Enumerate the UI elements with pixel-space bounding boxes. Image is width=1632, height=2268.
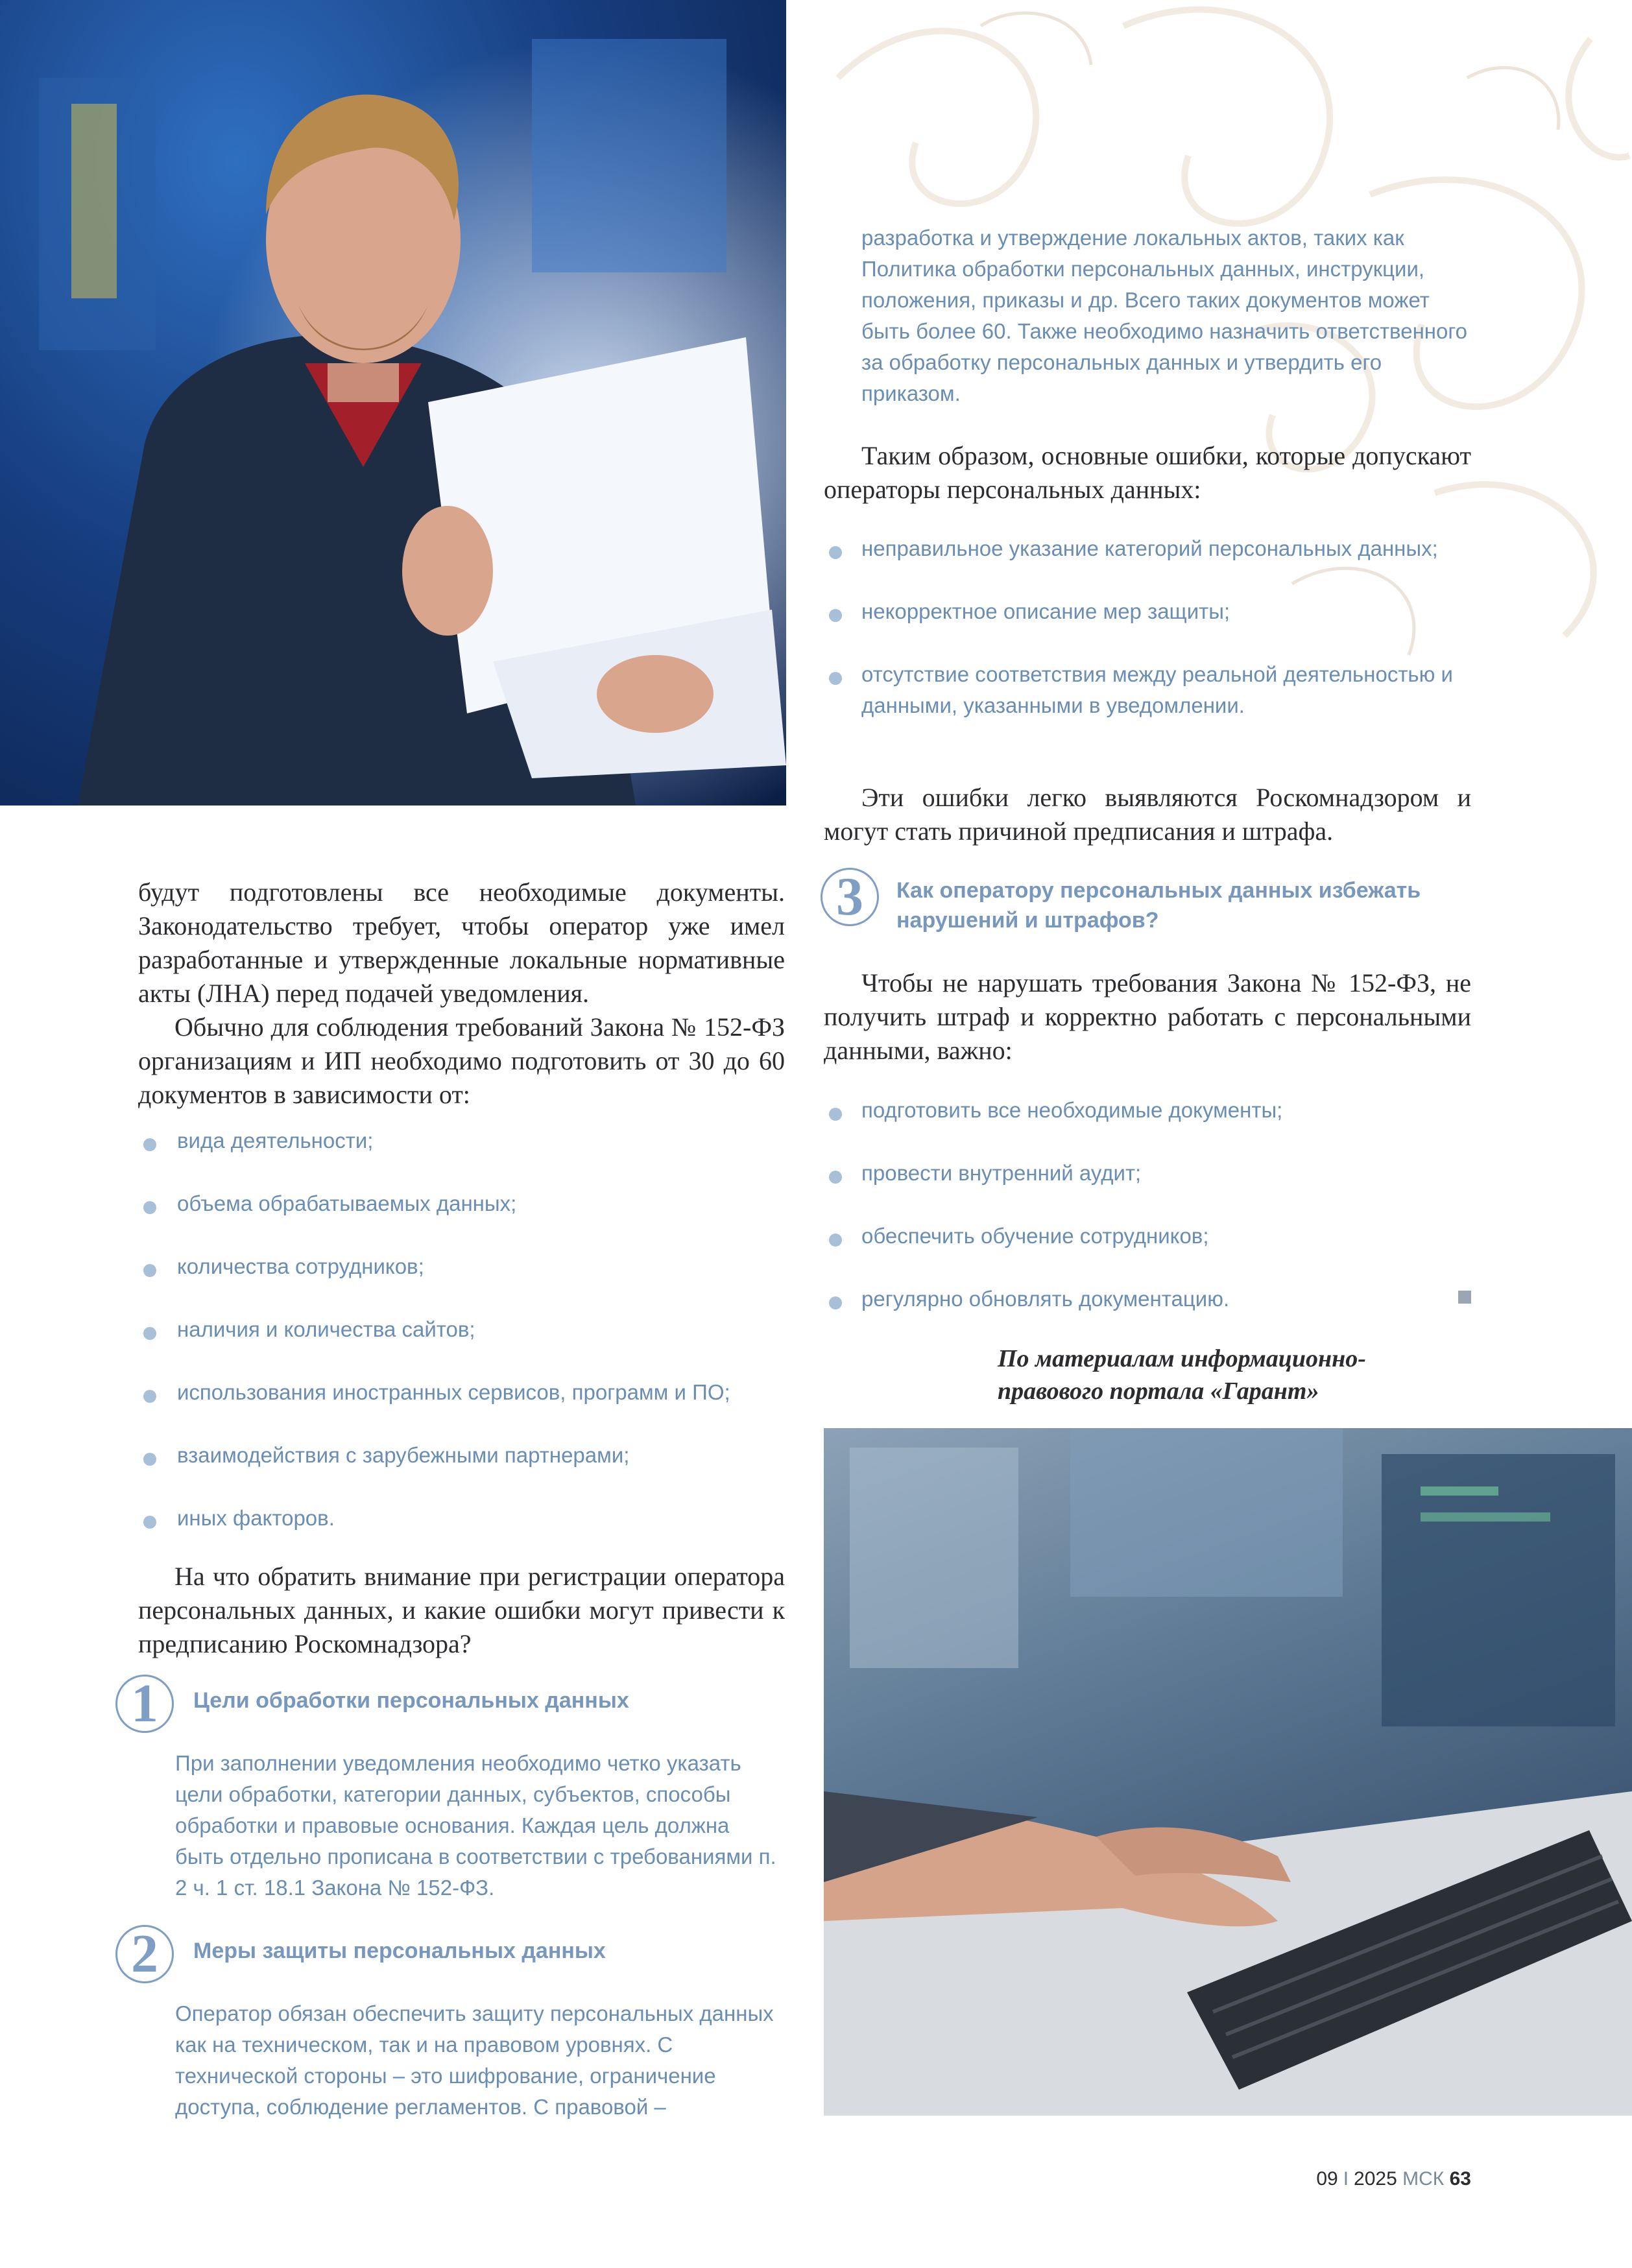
issue-number: 09 — [1316, 2168, 1338, 2190]
footer-separator: I — [1343, 2168, 1349, 2190]
photo-hands-on-keyboard — [824, 1428, 1632, 2116]
list-item: объема обрабатываемых данных; — [138, 1188, 787, 1219]
section-1-text: При заполнении уведомления необходимо четко указать цели обработки, категории данных, субъектов, способы обработки и правовые основания. Каждая цель должна быть отдельно прописана в соответствии с требованиями п. 2 ч. 1 ст. 18.1 Закона № 152-ФЗ. — [175, 1751, 776, 1900]
source-credit: По материалам информационно-правового портала «Гарант» — [998, 1345, 1366, 1405]
section-number-1: 1 — [115, 1675, 174, 1733]
page-number: 63 — [1449, 2168, 1471, 2190]
list-item: регулярно обновлять документацию. — [824, 1283, 1472, 1315]
issue-year: 2025 — [1354, 2168, 1397, 2190]
actions-list — [824, 1095, 1472, 1315]
list-item: вида деятельности; — [138, 1125, 787, 1156]
list-item: некорректное описание мер защиты; — [824, 596, 1472, 627]
errors-outro-paragraph: Эти ошибки легко выявляются Роскомнадзором и могут стать причиной предписания и штрафа. — [824, 783, 1471, 846]
question-paragraph: На что обратить внимание при регистрации оператора персональных данных, и какие ошибки могут привести к предписанию Роскомнадзора? — [138, 1562, 785, 1658]
factors-list — [138, 1125, 787, 1534]
list-item: иных факторов. — [138, 1503, 787, 1534]
list-item: неправильное указание категорий персональных данных; — [824, 533, 1472, 564]
article-end-mark — [1458, 1291, 1471, 1304]
page-footer — [1316, 2166, 1471, 2192]
list-item: взаимодействия с зарубежными партнерами; — [138, 1440, 787, 1471]
section-3-title: Как оператору персональных данных избежать нарушений и штрафов? — [896, 878, 1421, 933]
section-2-title: Меры защиты персональных данных — [193, 1939, 606, 1963]
list-item: наличия и количества сайтов; — [138, 1314, 787, 1345]
section-1-title: Цели обработки персональных данных — [193, 1688, 629, 1713]
section-2-text: Оператор обязан обеспечить защиту персональных данных как на техническом, так и на правовом уровнях. С технической стороны – это шифрование, ограничение доступа, соблюдение регламентов. С правовой – — [175, 2001, 774, 2119]
list-item: количества сотрудников; — [138, 1251, 787, 1282]
errors-list — [824, 533, 1472, 721]
errors-intro-paragraph: Таким образом, основные ошибки, которые допускают операторы персональных данных: — [824, 441, 1471, 504]
section-number-2: 2 — [115, 1925, 174, 1983]
col1-intro-paragraph: будут подготовлены все необходимые документы. Законодательство требует, чтобы оператор уже имел разработанные и утвержденные локальные нормативные акты (ЛНА) перед подачей уведомления. — [138, 877, 785, 1008]
section-number-3: 3 — [821, 868, 879, 926]
magazine-name: МСК — [1402, 2168, 1445, 2190]
list-item: провести внутренний аудит; — [824, 1158, 1472, 1189]
list-item: обеспечить обучение сотрудников; — [824, 1221, 1472, 1252]
section-3-text: Чтобы не нарушать требования Закона № 152-ФЗ, не получить штраф и корректно работать с персональными данными, важно: — [824, 968, 1471, 1065]
col1-docs-intro-paragraph: Обычно для соблюдения требований Закона № 152-ФЗ организациям и ИП необходимо подготовить от 30 до 60 документов в зависимости от: — [138, 1012, 785, 1109]
photo-man-reading-documents — [0, 0, 786, 806]
list-item: подготовить все необходимые документы; — [824, 1095, 1472, 1126]
list-item: отсутствие соответствия между реальной деятельностью и данными, указанными в уведомлении. — [824, 659, 1472, 721]
list-item: использования иностранных сервисов, программ и ПО; — [138, 1377, 787, 1408]
col2-continuation-text: разработка и утверждение локальных актов, таких как Политика обработки персональных данных, инструкции, положения, приказы и др. Всего таких документов может быть более 60. Также необходимо назначить ответственного за обработку персональных данных и утвердить его приказом. — [861, 226, 1468, 405]
